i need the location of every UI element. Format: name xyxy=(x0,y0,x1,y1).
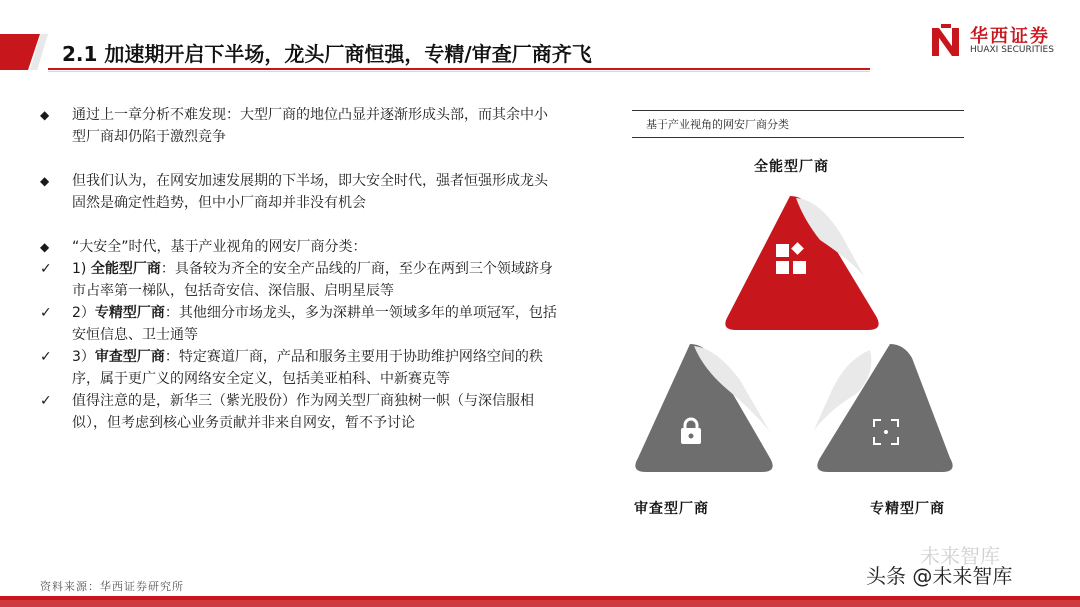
check-prefix: 3） xyxy=(72,349,95,365)
check-text: ：具备较为齐全的安全产品线的厂商，至少在两到三个领域跻身市占率第一梯队，包括奇安信、深信服、启明星辰等 xyxy=(72,261,553,299)
diamond-bullet-icon: ◆ xyxy=(40,174,50,188)
title-underline xyxy=(48,68,870,70)
check-item xyxy=(40,258,560,302)
source-note: 资料来源：华西证券研究所 xyxy=(40,580,184,593)
footer-bar-base xyxy=(0,600,1080,607)
check-item xyxy=(40,346,560,390)
right-category-label: 专精型厂商 xyxy=(870,501,945,517)
check-text: ：特定赛道厂商，产品和服务主要用于协助维护网络空间的秩序，属于更广义的网络安全定义，包括美亚柏科、中新赛克等 xyxy=(72,349,543,387)
diagram-header-rule-top xyxy=(632,110,964,111)
checkmark-icon: ✓ xyxy=(40,261,52,277)
diamond-bullet-icon: ◆ xyxy=(40,240,50,254)
check-text: 值得注意的是，新华三（紫光股份）作为网关型厂商独树一帜（与深信服相似），但考虑到核心业务贡献并非来自网安，暂不予讨论 xyxy=(72,393,534,431)
top-category-label: 全能型厂商 xyxy=(754,159,829,175)
title-bar xyxy=(0,34,870,70)
left-category-label: 审查型厂商 xyxy=(634,501,709,517)
watermark: 头条 @未来智库 xyxy=(866,564,1013,588)
check-bold-term: 全能型厂商 xyxy=(90,261,161,277)
right-triangle xyxy=(814,344,953,472)
bullet-item xyxy=(40,236,560,258)
check-prefix: 1) xyxy=(72,261,91,277)
slide-title: 2.1 加速期开启下半场，龙头厂商恒强，专精/审查厂商齐飞 xyxy=(62,42,592,66)
watermark-faint: 未来智库 xyxy=(920,544,1000,568)
brand-logo xyxy=(930,22,1070,62)
check-item xyxy=(40,390,560,434)
checkmark-icon: ✓ xyxy=(40,349,52,365)
check-item xyxy=(40,302,560,346)
bullet-text: 通过上一章分析不难发现：大型厂商的地位凸显并逐渐形成头部，而其余中小型厂商却仍陷于激烈竞争 xyxy=(72,107,548,145)
vendor-classification-diagram xyxy=(620,180,960,480)
bullet-text: “大安全”时代，基于产业视角的网安厂商分类： xyxy=(72,239,367,255)
bullet-list xyxy=(40,104,560,434)
diagram-header: 基于产业视角的网安厂商分类 xyxy=(646,118,789,131)
bullet-text: 但我们认为，在网安加速发展期的下半场，即大安全时代，强者恒强形成龙头固然是确定性趋势，但中小厂商却并非没有机会 xyxy=(72,173,548,211)
huaxi-logo-icon xyxy=(930,24,962,58)
diagram-header-rule-bottom xyxy=(632,137,964,138)
logo-english-name: HUAXI SECURITIES xyxy=(970,45,1054,55)
checkmark-icon: ✓ xyxy=(40,305,52,321)
checkmark-icon: ✓ xyxy=(40,393,52,409)
title-underline-shadow xyxy=(48,71,870,72)
check-text: ：其他细分市场龙头，多为深耕单一领域多年的单项冠军，包括安恒信息、卫士通等 xyxy=(72,305,557,343)
diamond-bullet-icon: ◆ xyxy=(40,108,50,122)
bullet-item xyxy=(40,104,560,148)
check-bold-term: 审查型厂商 xyxy=(94,349,165,365)
check-prefix: 2） xyxy=(72,305,95,321)
bullet-item xyxy=(40,170,560,214)
check-bold-term: 专精型厂商 xyxy=(94,305,165,321)
left-triangle xyxy=(635,344,772,472)
logo-chinese-name: 华西证券 xyxy=(970,26,1050,47)
